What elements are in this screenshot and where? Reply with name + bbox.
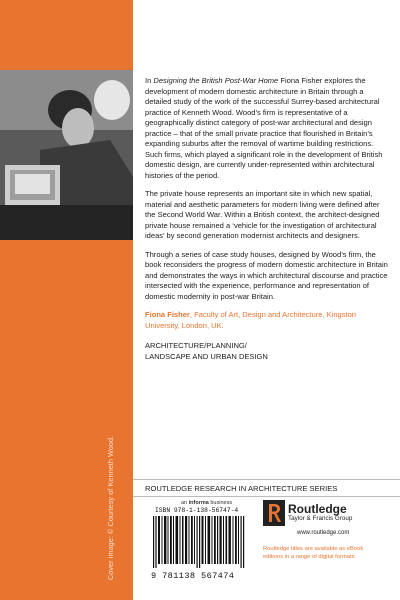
publisher-group: Taylor & Francis Group <box>288 515 353 522</box>
series-title: ROUTLEDGE RESEARCH IN ARCHITECTURE SERIES <box>145 484 338 493</box>
informa-suffix: business <box>208 500 233 506</box>
subject-line-2: LANDSCAPE AND URBAN DESIGN <box>145 351 268 361</box>
series-divider-top <box>133 479 400 480</box>
description-paragraph-1 <box>145 76 390 181</box>
isbn-label: ISBN 978-1-138-56747-4 <box>155 507 239 514</box>
routledge-logo-icon <box>263 500 285 526</box>
photo-illustration <box>0 70 135 240</box>
author-affiliation: , Faculty of Art, Design and Architecture, Kingston University, London, UK. <box>145 310 356 330</box>
description-paragraph-2: The private house represents an important site in which new spatial, material and aesthetic parameters for modern living were defined after the Second World War. Within a British context, the architect-designed private house remained a ‘vehicle for the investigation of architectural ideas’ by second generation modernist architects and designers. <box>145 189 380 240</box>
publisher-logo <box>263 500 393 526</box>
book-title-italic: Designing the British Post-War Home <box>153 76 279 85</box>
publisher-url: www.routledge.com <box>297 530 350 536</box>
subject-line-1: ARCHITECTURE/PLANNING/ <box>145 341 247 350</box>
series-divider-bottom <box>133 496 400 497</box>
barcode-block <box>145 500 255 588</box>
author-bio <box>145 310 390 331</box>
publisher-name: Routledge <box>288 502 347 516</box>
barcode-icon <box>153 516 249 568</box>
author-name: Fiona Fisher <box>145 310 190 319</box>
subject-categories <box>145 341 390 362</box>
cover-credit: Cover image: © Courtesy of Kenneth Wood. <box>106 435 115 580</box>
barcode-number: 9 781138 567474 <box>151 571 235 581</box>
informa-prefix: an <box>181 500 189 506</box>
cover-photo <box>0 70 135 240</box>
informa-line <box>181 500 255 506</box>
p1-prefix: In <box>145 76 154 85</box>
p1-text: Fiona Fisher explores the development of modern domestic architecture in Britain through a detailed study of the work of the successful Surrey-based architectural practice of Kenneth Wood. Wood’s firm is representative of a geographically distinct category of post-war architectural and design practice – that of the small private practice that flourished in Britain’s expanding suburbs after the removal of wartime building restrictions. Such firms, which played a significant role in the development of British domestic design, are currently under-represented within architectural histories of the period. <box>145 76 383 180</box>
informa-brand: informa <box>188 500 209 506</box>
ebook-note: Routledge titles are available as eBook editions in a range of digital formats <box>263 546 364 560</box>
description-paragraph-3: Through a series of case study houses, designed by Wood’s firm, the book reconsiders the progress of modern domestic architecture in Britain and demonstrates the ways in which architectural discourse and practice intersected with the experience, performance and representation of domestic modernity in post-war Britain. <box>145 249 388 301</box>
publisher-block <box>263 500 393 561</box>
